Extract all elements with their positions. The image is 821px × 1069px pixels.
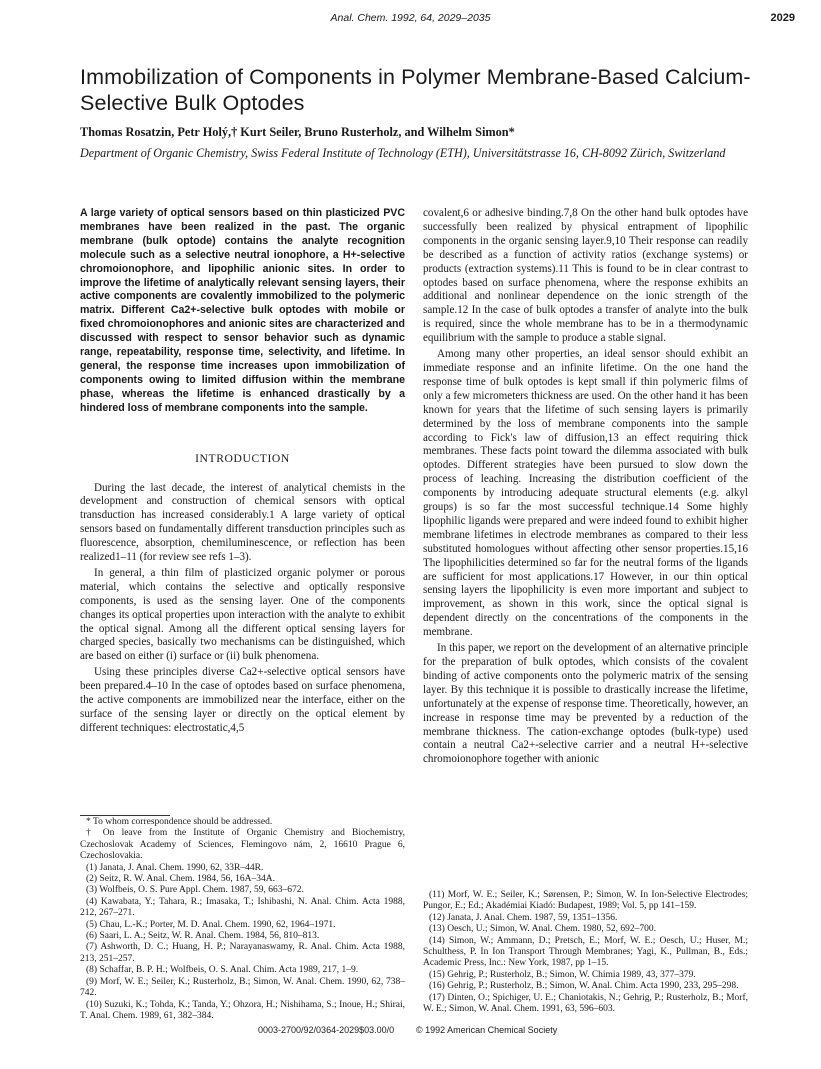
body-paragraph: Using these principles diverse Ca2+-selective optical sensors have been prepared.4–10 In the case of optodes based on surface phenomena, the active components are immobilized near the interface, either on the surface of the sensing layer or directly on the optical element by different techniques: electrostatic,4,5	[80, 666, 405, 734]
reference-item: (15) Gehrig, P.; Rusterholz, B.; Simon, W. Chimia 1989, 43, 377–379.	[429, 969, 696, 980]
reference-item: (11) Morf, W. E.; Seiler, K.; Sørensen, P.; Simon, W. In Ion-Selective Electrodes; Pungor, E.; Ed.; Akadémiai Kiadó: Budapest, 1989; Vol. 5, pp 141–159.	[423, 890, 748, 912]
reference-item: (4) Kawabata, Y.; Tahara, R.; Imasaka, T.; Ishibashi, N. Anal. Chim. Acta 1988, 212, 267–271.	[80, 896, 405, 919]
footnote: † On leave from the Institute of Organic Chemistry and Biochemistry, Czechoslovak Academy of Sciences, Flemingovo nám, 2, 16610 Prague 6, Czechoslovakia.	[80, 828, 405, 862]
reference-item: (13) Oesch, U.; Simon, W. Anal. Chem. 1980, 52, 692–700.	[429, 924, 656, 935]
paper-title: Immobilization of Components in Polymer Membrane-Based Calcium-Selective Bulk Optodes	[80, 65, 751, 115]
reference-item: (9) Morf, W. E.; Seiler, K.; Rusterholz, B.; Simon, W. Anal. Chem. 1990, 62, 738–742.	[80, 976, 405, 999]
right-column	[423, 207, 748, 767]
reference-item: (6) Saari, L. A.; Seitz, W. R. Anal. Chem. 1984, 56, 810–813.	[86, 931, 320, 942]
reference-item: (2) Seitz, R. W. Anal. Chem. 1984, 56, 16A–34A.	[86, 874, 275, 885]
reference-item: (8) Schaffar, B. P. H.; Wolfbeis, O. S. Anal. Chim. Acta 1989, 217, 1–9.	[86, 965, 359, 976]
reference-item: (16) Gehrig, P.; Rusterholz, B.; Simon, W. Anal. Chim. Acta 1990, 233, 295–298.	[429, 981, 739, 992]
body-paragraph: In this paper, we report on the development of an alternative principle for the preparation of bulk optodes, which consists of the covalent binding of active components onto the polymeric matrix of the sensing layer. By this technique it is possible to drastically increase the lifetime, unfortunately at the expense of response time. Theoretically, however, an increase in response time may be prevented by a reduction of the membrane thickness. The cation-exchange optodes (bulk-type) used contain a neutral Ca2+-selective carrier and a neutral H+-selective chromoionophore together with anionic	[423, 642, 748, 766]
page-number: 2029	[770, 12, 795, 24]
left-column	[80, 207, 405, 736]
section-heading-introduction: INTRODUCTION	[195, 451, 290, 465]
affiliation: Department of Organic Chemistry, Swiss Federal Institute of Technology (ETH), Universitätstrasse 16, CH-8092 Zürich, Switzerland	[80, 146, 726, 160]
running-header: Anal. Chem. 1992, 64, 2029–2035	[330, 12, 491, 24]
footnote: * To whom correspondence should be addressed.	[86, 817, 273, 827]
reference-item: (17) Dinten, O.; Spichiger, U. E.; Chaniotakis, N.; Gehrig, P.; Rusterholz, B.; Morf, W. E.; Simon, W. Anal. Chem. 1991, 63, 596–603.	[423, 992, 748, 1015]
footnote-divider	[80, 815, 170, 816]
author-list: Thomas Rosatzin, Petr Holý,† Kurt Seiler, Bruno Rusterholz, and Wilhelm Simon*	[80, 125, 515, 139]
reference-item: (14) Simon, W.; Ammann, D.; Pretsch, E.; Morf, W. E.; Oesch, U.; Huser, M.; Schulthess, P. In Ion Transport Through Membranes; Yagi, K., Pullman, B., Eds.; Academic Press, Inc.: New York, 1987, pp 1–15.	[423, 935, 748, 969]
body-paragraph: covalent,6 or adhesive binding.7,8 On the other hand bulk optodes have successfully been realized by physical entrapment of lipophilic components in the organic sensing layer.9,10 Their response can readily be described as a function of activity ratios (exchange systems) or products (extraction systems).11 This is found to be in clear contrast to optodes based on surface phenomena, where the response exhibits an additional and nonlinear dependence on the ionic strength of the sample.12 In the case of bulk optodes a transfer of analyte into the bulk is required, since the whole membrane has to be in a thermodynamic equilibrium with the sample to produce a stable signal.	[423, 207, 748, 345]
reference-list-left	[80, 817, 405, 1022]
reference-list-right	[423, 890, 748, 1015]
reference-item: (3) Wolfbeis, O. S. Pure Appl. Chem. 1987, 59, 663–672.	[86, 885, 304, 896]
body-paragraph: Among many other properties, an ideal sensor should exhibit an immediate response and an infinite lifetime. On the one hand the response time of bulk optodes is kept small if thin polymeric films of only a few micrometers thickness are used. On the other hand it has been known for years that the lifetime of such sensing layers is primarily determined by the loss of membrane components into the sample according to Fick's law of diffusion,13 an effect requiring thick membranes. These facts point toward the dilemma associated with bulk optodes. Different strategies have been pursued to slow down the process of leaching. Increasing the distribution coefficient of the components by introducing adequate structural elements (e.g. alkyl groups) is so far the most successful technique.14 Some highly lipophilic ligands were prepared and were indeed found to exhibit higher membrane lifetimes in electrode membranes as compared to their less substituted homologues without affecting other sensor properties.15,16 The lipophilicities determined so far for the neutral forms of the ligands are sufficient for most applications.17 However, in our thin optical sensing layers the lipophilicity is even more important and subject to improvement, as shown in this work, since the optical signal is dependent directly on the concentrations of the components in the membrane.	[423, 348, 748, 639]
body-paragraph: In general, a thin film of plasticized organic polymer or porous material, which contains the selective and optically responsive components, is used as the sensing layer. One of the components changes its optical properties upon interaction with the analyte to exhibit the optical signal. Among all the different optical sensing layers for charged species, basically two mechanisms can be distinguished, which are based on either (i) surface or (ii) bulk phenomena.	[80, 566, 405, 663]
reference-item: (1) Janata, J. Anal. Chem. 1990, 62, 33R–44R.	[86, 862, 264, 873]
reference-item: (7) Ashworth, D. C.; Huang, H. P.; Narayanaswamy, R. Anal. Chim. Acta 1988, 213, 251–257.	[80, 942, 405, 964]
reference-item: (12) Janata, J. Anal. Chem. 1987, 59, 1351–1356.	[429, 912, 618, 923]
issn-code: 0003-2700/92/0364-2029$03.00/0	[258, 1025, 395, 1035]
body-paragraph: During the last decade, the interest of analytical chemists in the development and construction of chemical sensors with optical transduction has increased considerably.1 A large variety of optical sensors based on fundamentally different transduction principles such as fluorescence, absorption, chemiluminescence, or reflection has been realized1–11 (for review see refs 1–3).	[80, 481, 405, 564]
copyright-notice: © 1992 American Chemical Society	[416, 1025, 558, 1035]
reference-item: (10) Suzuki, K.; Tohda, K.; Tanda, Y.; Ohzora, H.; Nishihama, S.; Inoue, H.; Shirai, T. Anal. Chem. 1989, 61, 382–384.	[80, 999, 405, 1021]
reference-item: (5) Chau, L.-K.; Porter, M. D. Anal. Chem. 1990, 62, 1964–1971.	[86, 919, 336, 930]
abstract: A large variety of optical sensors based on thin plasticized PVC membranes have been realized in the past. The organic membrane (bulk optode) contains the analyte recognition molecule such as a selective neutral ionophore, a H+-selective chromoionophore, and lipophilic anionic sites. In order to improve the lifetime of analytically relevant sensing layers, their active components are covalently immobilized to the polymeric matrix. Different Ca2+-selective bulk optodes with mobile or fixed chromoionophores and anionic sites are characterized and discussed with respect to sensor behavior such as dynamic range, repeatability, response time, selectivity, and lifetime. In general, the response time increases upon immobilization of components owing to limited diffusion within the membrane phase, whereas the lifetime is enhanced drastically by a hindered loss of membrane components into the sample.	[80, 207, 405, 414]
